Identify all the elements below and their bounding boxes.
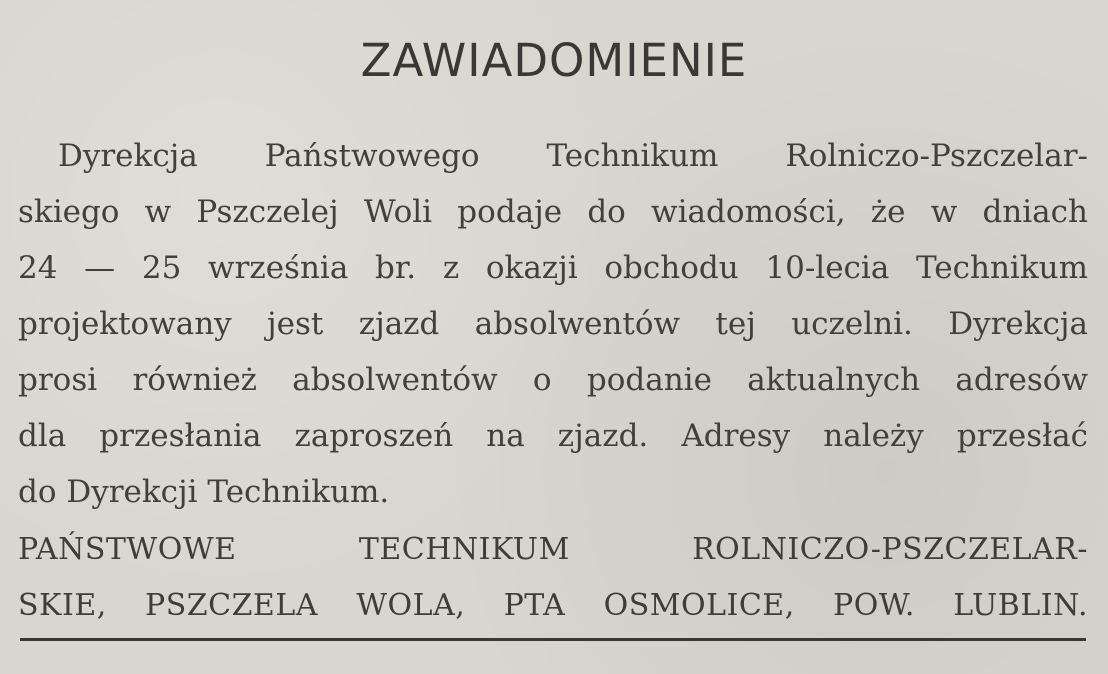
signature-line: PAŃSTWOWE TECHNIKUM ROLNICZO-PSZCZELAR-: [18, 532, 1088, 567]
paragraph-line: prosi również absolwentów o podanie aktualnych adresów: [18, 362, 1088, 398]
paragraph-line: 24 — 25 września br. z okazji obchodu 10-lecia Technikum: [18, 250, 1088, 286]
notice-title: ZAWIADOMIENIE: [360, 34, 748, 87]
bottom-divider: [20, 638, 1086, 641]
paragraph-line: Dyrekcja Państwowego Technikum Rolniczo-Pszczelar-: [58, 138, 1088, 174]
paragraph-line: skiego w Pszczelej Woli podaje do wiadomości, że w dniach: [18, 194, 1088, 230]
paragraph-line: dla przesłania zaproszeń na zjazd. Adresy należy przesłać: [18, 418, 1088, 454]
signature-line: SKIE, PSZCZELA WOLA, PTA OSMOLICE, POW. LUBLIN.: [18, 588, 1088, 623]
notice-paragraph: [18, 128, 1088, 520]
paragraph-line: do Dyrekcji Technikum.: [18, 474, 390, 510]
notice-signature: [18, 522, 1088, 634]
paragraph-line: projektowany jest zjazd absolwentów tej uczelni. Dyrekcja: [18, 306, 1088, 342]
